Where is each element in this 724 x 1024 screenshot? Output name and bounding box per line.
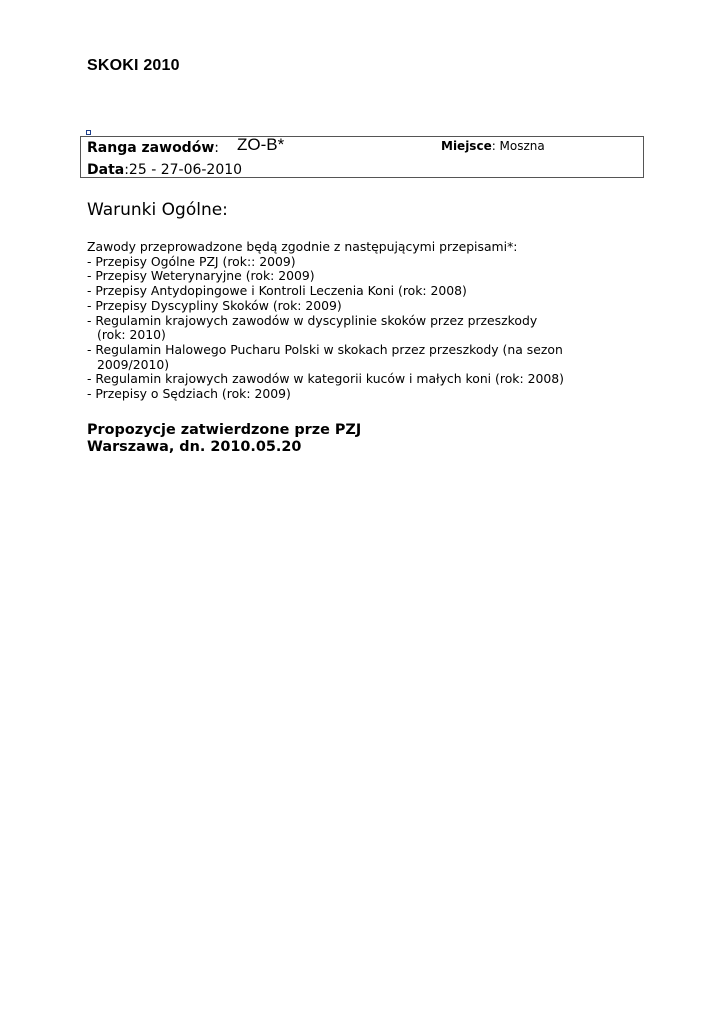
approval-statement: Propozycje zatwierdzone prze PZJ bbox=[87, 422, 362, 438]
rank-label: Ranga zawodów bbox=[87, 140, 215, 156]
date-row bbox=[87, 159, 242, 179]
regulation-item: - Przepisy Ogólne PZJ (rok:: 2009) bbox=[87, 253, 296, 269]
place-label: Miejsce bbox=[441, 139, 492, 153]
rank-value: ZO-B* bbox=[236, 135, 285, 154]
regulation-item-continuation: 2009/2010) bbox=[97, 356, 170, 372]
approval-block bbox=[87, 422, 361, 456]
regulations-intro: Zawody przeprowadzone będą zgodnie z następującymi przepisami*: bbox=[87, 239, 518, 254]
regulation-item: - Regulamin krajowych zawodów w kategorii kuców i małych koni (rok: 2008) bbox=[87, 371, 564, 387]
rank-colon: : bbox=[214, 140, 219, 156]
date-value: :25 - 27-06-2010 bbox=[124, 162, 243, 178]
general-conditions-heading: Warunki Ogólne: bbox=[87, 200, 228, 220]
regulations-list bbox=[87, 240, 647, 402]
regulation-item: - Regulamin Halowego Pucharu Polski w skokach przez przeszkody (na sezon bbox=[87, 341, 563, 357]
regulation-item: - Przepisy o Sędziach (rok: 2009) bbox=[87, 386, 291, 402]
place-value: : Moszna bbox=[491, 139, 545, 153]
regulation-item: - Przepisy Weterynaryjne (rok: 2009) bbox=[87, 268, 315, 284]
rank-row bbox=[87, 137, 284, 157]
approval-place-date: Warszawa, dn. 2010.05.20 bbox=[87, 439, 302, 455]
regulation-item: - Przepisy Dyscypliny Skoków (rok: 2009) bbox=[87, 297, 342, 313]
anchor-marker-icon bbox=[86, 130, 91, 135]
place-group bbox=[441, 139, 545, 153]
regulation-item-continuation: (rok: 2010) bbox=[97, 327, 166, 343]
date-label: Data bbox=[87, 162, 125, 178]
regulation-item: - Regulamin krajowych zawodów w dyscyplinie skoków przez przeszkody bbox=[87, 312, 538, 328]
document-title: SKOKI 2010 bbox=[87, 57, 180, 74]
competition-info-box bbox=[80, 136, 644, 178]
regulation-item: - Przepisy Antydopingowe i Kontroli Leczenia Koni (rok: 2008) bbox=[87, 283, 467, 299]
